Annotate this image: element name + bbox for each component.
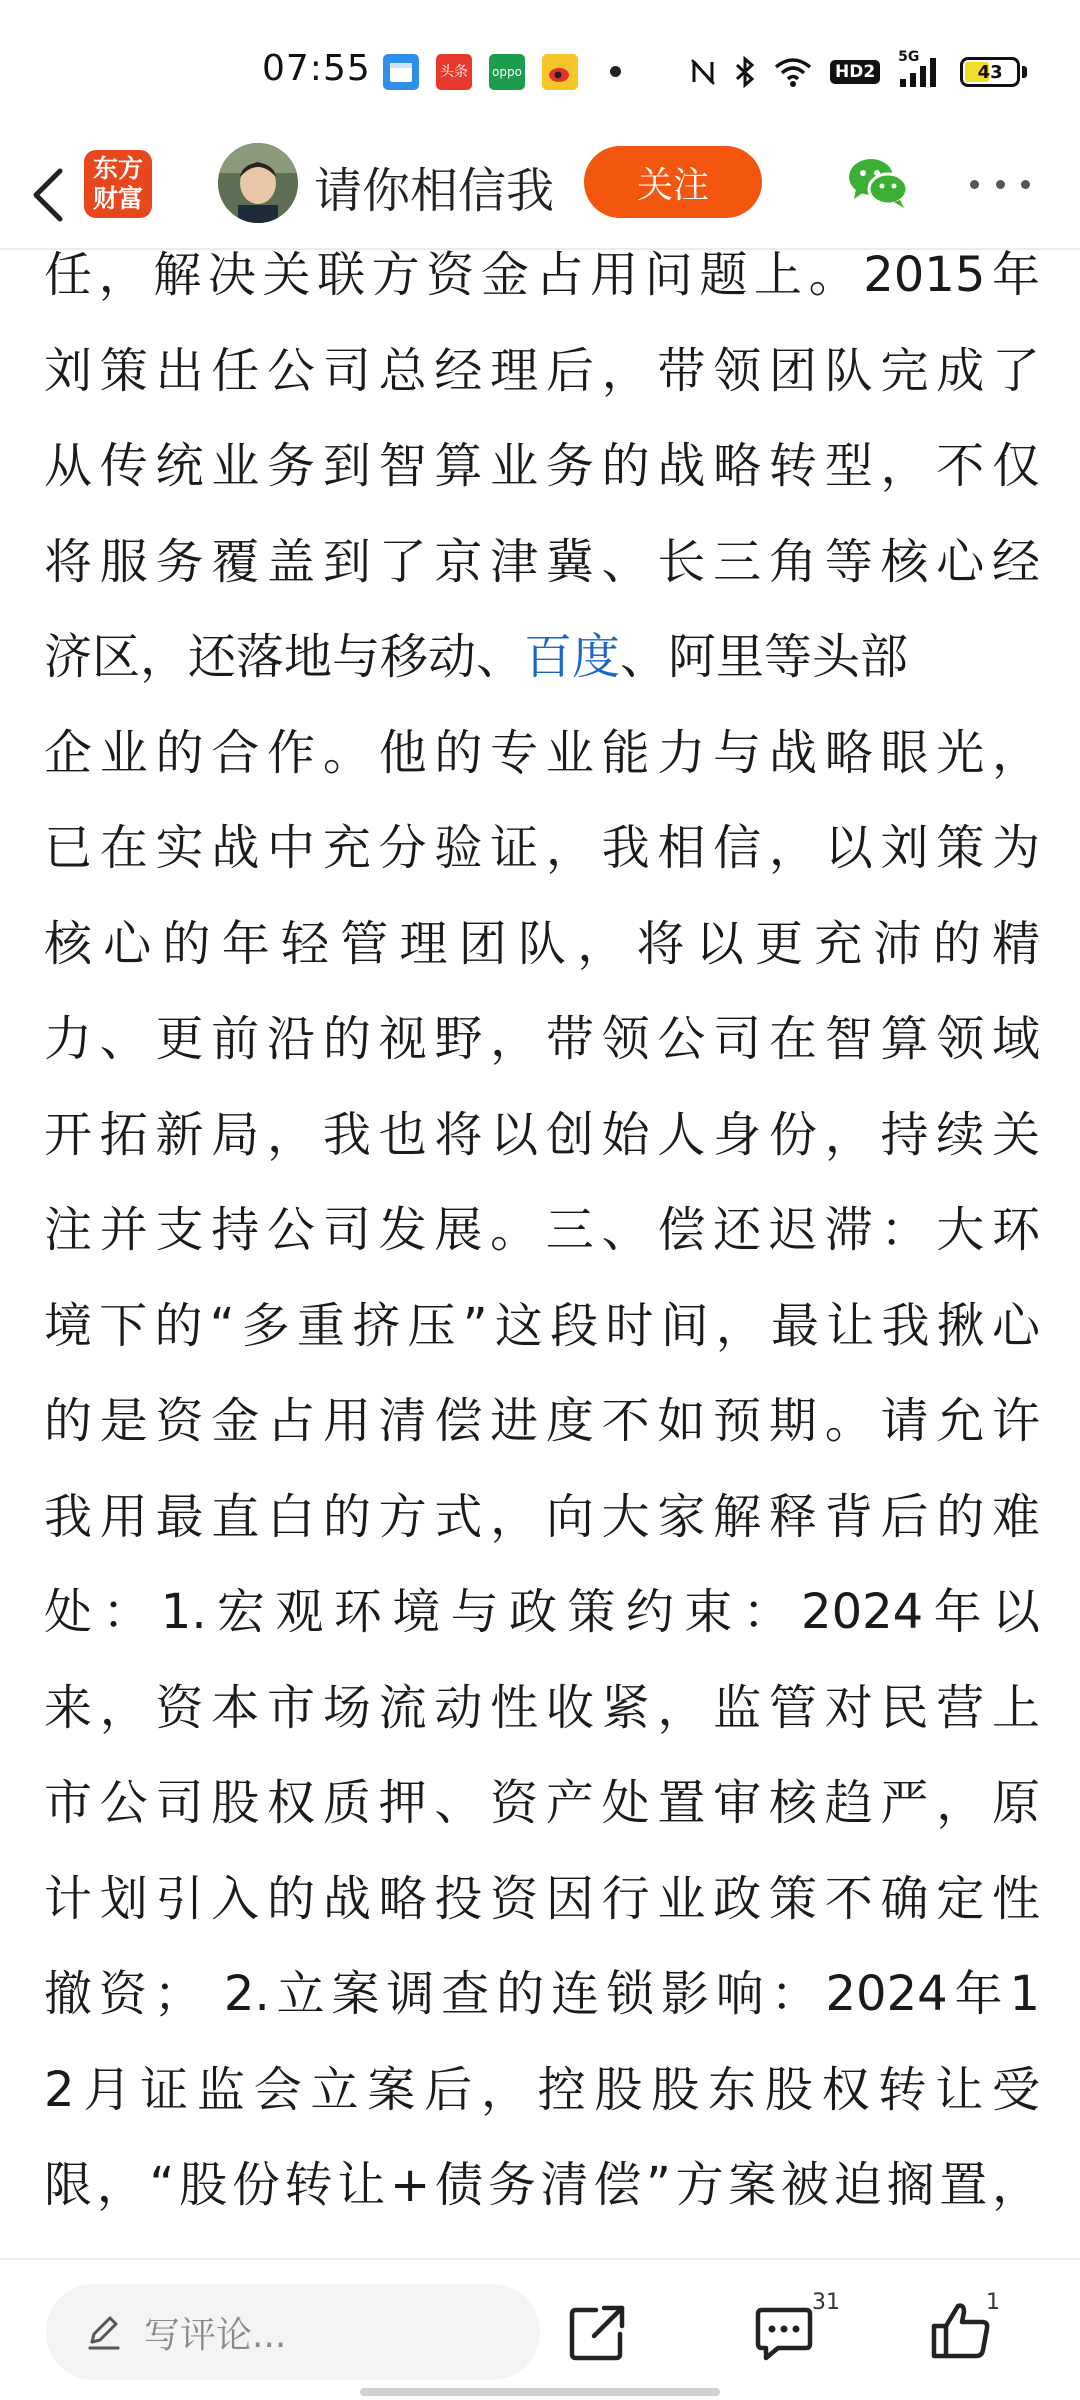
- article-line: 核心的年轻管理团队，将以更充沛的精: [44, 915, 1040, 972]
- article-line: 开拓新局，我也将以创始人身份，持续关: [44, 1106, 1040, 1163]
- article-line: 处：1.宏观环境与政策约束：2024年以: [44, 1584, 1040, 1640]
- article-line: 从传统业务到智算业务的战略转型，不仅: [44, 438, 1040, 494]
- wechat-share-icon[interactable]: [846, 155, 910, 211]
- comment-placeholder: 写评论...: [144, 2314, 287, 2356]
- article-line: 企业的合作。他的专业能力与战略眼光，: [44, 724, 1040, 781]
- status-time: 07:55: [262, 48, 371, 89]
- like-button[interactable]: [928, 2298, 994, 2364]
- comment-icon: [754, 2302, 814, 2362]
- thumbs-up-icon: [930, 2300, 992, 2362]
- signal-icon: 5G: [898, 55, 942, 89]
- weibo-icon: [542, 54, 578, 90]
- article-line: 市公司股权质押、资产处置审核趋严，原: [44, 1775, 1040, 1831]
- bottom-divider: [0, 2258, 1080, 2260]
- back-button[interactable]: [18, 150, 78, 240]
- pencil-icon: [84, 2312, 124, 2352]
- home-indicator[interactable]: [360, 2388, 720, 2396]
- article-line: 我用最直白的方式，向大家解释背后的难: [44, 1488, 1040, 1545]
- calendar-icon: [383, 54, 419, 90]
- share-button[interactable]: [566, 2300, 630, 2364]
- bluetooth-icon: [734, 55, 756, 89]
- comment-count: 31: [812, 2290, 840, 2315]
- article-line: 来，资本市场流动性收紧，监管对民营上: [44, 1679, 1040, 1736]
- comments-button[interactable]: [752, 2300, 816, 2364]
- article-line: 计划引入的战略投资因行业政策不确定性: [44, 1870, 1040, 1927]
- like-count: 1: [986, 2290, 1000, 2315]
- article-body: [44, 250, 1040, 2248]
- nfc-icon: [690, 56, 716, 88]
- battery-icon: [960, 57, 1027, 87]
- article-line: 任，解决关联方资金占用问题上。2015年: [44, 250, 1040, 303]
- more-options-icon[interactable]: [970, 164, 1030, 204]
- status-bar: [0, 0, 1080, 140]
- battery-level: 43: [977, 61, 1003, 83]
- notification-dot-icon: [610, 66, 621, 77]
- author-username[interactable]: 请你相信我: [314, 163, 555, 219]
- article-line: 刘策出任公司总经理后，带领团队完成了: [44, 342, 1040, 399]
- app-logo[interactable]: 东方 财富: [84, 150, 152, 218]
- article-line: 撤资； 2.立案调查的连锁影响：2024年1: [44, 1966, 1040, 2022]
- share-icon: [568, 2302, 628, 2362]
- article-line: 2月证监会立案后，控股股东股权转让受: [44, 2061, 1040, 2118]
- article-line: 将服务覆盖到了京津冀、长三角等核心经: [44, 533, 1040, 590]
- article-line: 注并支持公司发展。三、偿还迟滞：大环: [44, 1202, 1040, 1258]
- hd-icon: HD2: [830, 60, 880, 84]
- article-line: 境下的“多重挤压”这段时间，最让我揪心: [44, 1297, 1040, 1354]
- article-line: 济区，还落地与移动、百度、阿里等头部: [44, 629, 909, 685]
- chevron-left-icon: [28, 165, 68, 225]
- article-line: 的是资金占用清偿进度不如预期。请允许: [44, 1393, 1040, 1449]
- avatar[interactable]: [218, 143, 298, 223]
- status-indicators: [690, 50, 1027, 94]
- wifi-icon: [774, 57, 812, 87]
- article-line: 已在实战中充分验证，我相信，以刘策为: [44, 820, 1040, 876]
- comment-input[interactable]: [46, 2284, 540, 2380]
- follow-button[interactable]: 关注: [584, 146, 762, 218]
- toutiao-icon: 头条: [436, 54, 472, 90]
- baidu-stock-link[interactable]: 百度: [524, 629, 621, 685]
- article-line: 力、更前沿的视野，带领公司在智算领域: [44, 1011, 1040, 1067]
- article-line: 限，“股份转让+债务清偿”方案被迫搁置，: [44, 2157, 1040, 2213]
- oppo-store-icon: oppo: [489, 54, 525, 90]
